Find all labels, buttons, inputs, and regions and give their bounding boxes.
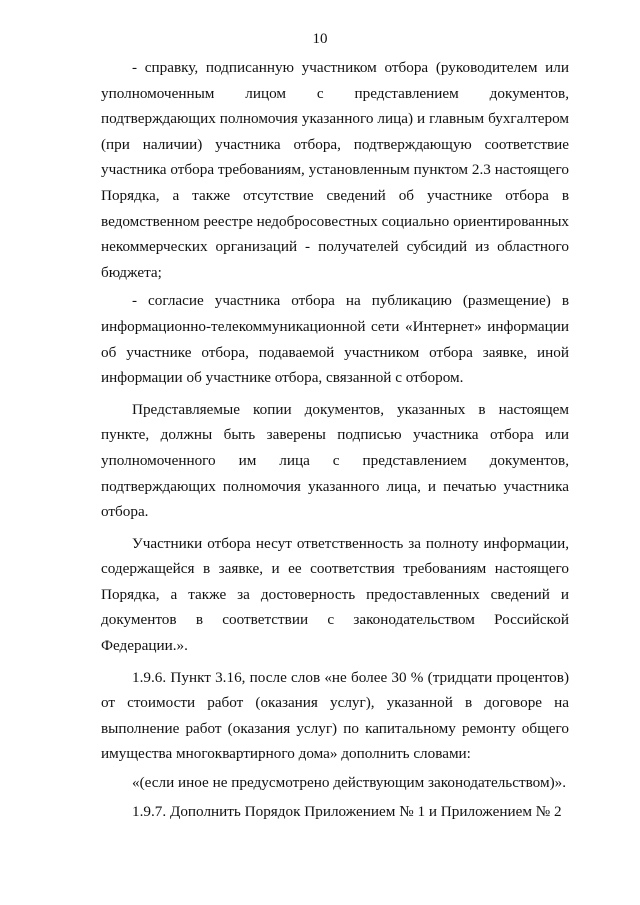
paragraph-consent-item: - согласие участника отбора на публикацию (размещение) в информационно-телекоммуникационной сети «Интернет» информации об участнике отбора, подаваемой участником отбора заявке, иной информации об участнике отбора, связанной с отбором. bbox=[101, 292, 569, 387]
paragraph-added-words: «(если иное не предусмотрено действующим законодательством)». bbox=[132, 774, 567, 792]
paragraph-certificate-item: - справку, подписанную участником отбора (руководителем или уполномоченным лицом с представлением документов, подтверждающих полномочия указанного лица) и главным бухгалтером (при наличии) участника отбора, подтверждающую соответствие участника отбора требованиям, установленным пунктом 2.3 настоящего Порядка, а также отсутствие сведений об участнике отбора в ведомственном реестре недобросовестных социально ориентированных некоммерческих организаций - получателей субсидий из областного бюджета; bbox=[101, 59, 569, 281]
document-body bbox=[101, 55, 569, 824]
paragraph-participants-responsibility: Участники отбора несут ответственность за полноту информации, содержащейся в заявке, и ее соответствия требованиям настоящего Порядка, а также за достоверность предоставленных сведений и документов в соответствии с законодательством Российской Федерации.». bbox=[101, 534, 569, 655]
paragraph-clause-1-9-6: 1.9.6. Пункт 3.16, после слов «не более 30 % (тридцати процентов) от стоимости работ (оказания услуг), указанной в договоре на выполнение работ (оказания услуг) по капитальному ремонту общего имущества многоквартирного дома» дополнить словами: bbox=[101, 668, 569, 763]
paragraph-clause-1-9-7: 1.9.7. Дополнить Порядок Приложением № 1 и Приложением № 2 bbox=[132, 802, 562, 820]
paragraph-copies-certification: Представляемые копии документов, указанных в настоящем пункте, должны быть заверены подписью участника отбора или уполномоченного им лица с представлением документов, подтверждающих полномочия указанного лица, и печатью участника отбора. bbox=[101, 400, 569, 521]
page-number: 10 bbox=[312, 31, 328, 47]
